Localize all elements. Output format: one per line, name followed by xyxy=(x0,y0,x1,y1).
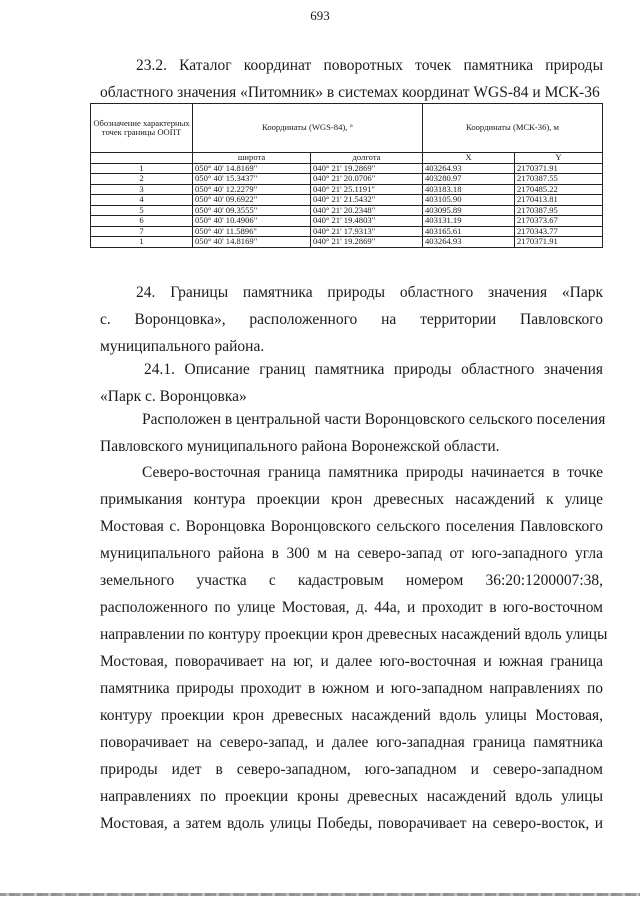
header-longitude: долгота xyxy=(311,153,423,164)
header-wgs84: Координаты (WGS-84), ° xyxy=(193,104,423,153)
cell-y: 2170387.55 xyxy=(515,174,603,185)
scan-edge-divider xyxy=(0,893,640,896)
section-line: муниципального района. xyxy=(100,338,265,355)
cell-lat: 050° 40' 11.5896" xyxy=(193,226,311,237)
section-line: с. Воронцовка», расположенного на территории Павловского xyxy=(100,311,603,328)
paragraph-line: Мостовая, поворачивает на юг, и далее юго-восточная и южная граница xyxy=(100,653,603,670)
cell-y: 2170343.77 xyxy=(515,226,603,237)
heading-line: 23.2. Каталог координат поворотных точек памятника природы xyxy=(136,57,603,74)
cell-x: 403105.90 xyxy=(423,195,515,206)
cell-lon: 040° 21' 19.4803" xyxy=(311,216,423,227)
cell-point: 7 xyxy=(91,226,193,237)
paragraph-line: Расположен в центральной части Воронцовского сельского поселения xyxy=(142,411,606,428)
paragraph-line: поворачивает на северо-запад, и далее юго-западная граница памятника xyxy=(100,734,603,751)
cell-lat: 050° 40' 14.8169" xyxy=(193,163,311,174)
cell-lat: 050° 40' 09.6922" xyxy=(193,195,311,206)
cell-lon: 040° 21' 17.9313" xyxy=(311,226,423,237)
paragraph-line: памятника природы проходит в южном и юго-западном направлениях по xyxy=(100,680,603,697)
cell-y: 2170371.91 xyxy=(515,163,603,174)
paragraph-line: расположенного по улице Мостовая, д. 44а, и проходит в юго-восточном xyxy=(100,599,603,616)
cell-lon: 040° 21' 21.5432" xyxy=(311,195,423,206)
cell-x: 403095.89 xyxy=(423,205,515,216)
paragraph-line: направлениях по проекции кроны древесных насаждений вдоль улицы xyxy=(100,788,603,805)
cell-lat: 050° 40' 09.3555" xyxy=(193,205,311,216)
paragraph-line: Мостовая с. Воронцовка Воронцовского сельского поселения Павловского xyxy=(100,518,603,535)
cell-point: 4 xyxy=(91,195,193,206)
coordinates-table xyxy=(90,103,603,248)
location-paragraph xyxy=(100,406,606,460)
table-row xyxy=(91,174,603,185)
cell-y: 2170413.81 xyxy=(515,195,603,206)
cell-lat: 050° 40' 12.2279" xyxy=(193,184,311,195)
paragraph-line: земельного участка с кадастровым номером 36:20:1200007:38, xyxy=(100,572,603,589)
header-empty xyxy=(91,153,193,164)
section-24-heading xyxy=(100,279,603,360)
cell-lon: 040° 21' 19.2869" xyxy=(311,237,423,248)
table-row xyxy=(91,216,603,227)
paragraph-line: Павловского муниципального района Воронежской области. xyxy=(100,438,500,455)
cell-lon: 040° 21' 20.2348" xyxy=(311,205,423,216)
paragraph-line: Мостовая, а затем вдоль улицы Победы, поворачивает на северо-восток, и xyxy=(100,815,603,832)
paragraph-line: природы идет в северо-западном, юго-западном и северо-западном xyxy=(100,761,603,778)
cell-y: 2170371.91 xyxy=(515,237,603,248)
section-line: 24. Границы памятника природы областного значения «Парк xyxy=(136,284,603,301)
paragraph-line: примыкания контура проекции крон древесных насаждений к улице xyxy=(100,491,603,508)
table-row xyxy=(91,205,603,216)
section-23-2-heading xyxy=(100,52,603,106)
cell-x: 403280.97 xyxy=(423,174,515,185)
table-row xyxy=(91,226,603,237)
header-point-designation: Обозначение характерных точек границы ООПТ xyxy=(91,104,193,153)
cell-point: 6 xyxy=(91,216,193,227)
cell-x: 403264.93 xyxy=(423,163,515,174)
cell-x: 403131.19 xyxy=(423,216,515,227)
cell-point: 3 xyxy=(91,184,193,195)
cell-y: 2170387.95 xyxy=(515,205,603,216)
table-row xyxy=(91,163,603,174)
cell-y: 2170373.67 xyxy=(515,216,603,227)
header-x: X xyxy=(423,153,515,164)
section-24-1-heading xyxy=(100,356,603,410)
cell-point: 1 xyxy=(91,237,193,248)
cell-x: 403183.18 xyxy=(423,184,515,195)
cell-point: 1 xyxy=(91,163,193,174)
cell-lat: 050° 40' 10.4906" xyxy=(193,216,311,227)
cell-x: 403165.61 xyxy=(423,226,515,237)
section-line: «Парк с. Воронцовка» xyxy=(100,388,247,405)
header-msk36: Координаты (МСК-36), м xyxy=(423,104,603,153)
cell-point: 5 xyxy=(91,205,193,216)
header-y: Y xyxy=(515,153,603,164)
page-number: 693 xyxy=(310,8,330,23)
heading-line: областного значения «Питомник» в системах координат WGS-84 и МСК-36 xyxy=(100,84,600,101)
header-latitude: широта xyxy=(193,153,311,164)
cell-x: 403264.93 xyxy=(423,237,515,248)
cell-lat: 050° 40' 14.8169" xyxy=(193,237,311,248)
paragraph-line: контуру проекции крон древесных насаждений вдоль улицы Мостовая, xyxy=(100,707,603,724)
cell-lon: 040° 21' 25.1191" xyxy=(311,184,423,195)
paragraph-line: муниципального района в 300 м на северо-запад от юго-западного угла xyxy=(100,545,603,562)
cell-point: 2 xyxy=(91,174,193,185)
cell-lon: 040° 21' 19.2869" xyxy=(311,163,423,174)
cell-lat: 050° 40' 15.3437" xyxy=(193,174,311,185)
paragraph-line: Северо-восточная граница памятника природы начинается в точке xyxy=(142,464,603,481)
cell-lon: 040° 21' 20.0706" xyxy=(311,174,423,185)
table-row xyxy=(91,195,603,206)
table-row xyxy=(91,184,603,195)
section-line: 24.1. Описание границ памятника природы областного значения xyxy=(144,361,603,378)
paragraph-line: направлении по контуру проекции крон древесных насаждений вдоль улицы xyxy=(100,626,608,643)
boundary-paragraph xyxy=(100,459,608,837)
cell-y: 2170485.22 xyxy=(515,184,603,195)
table-row xyxy=(91,237,603,248)
